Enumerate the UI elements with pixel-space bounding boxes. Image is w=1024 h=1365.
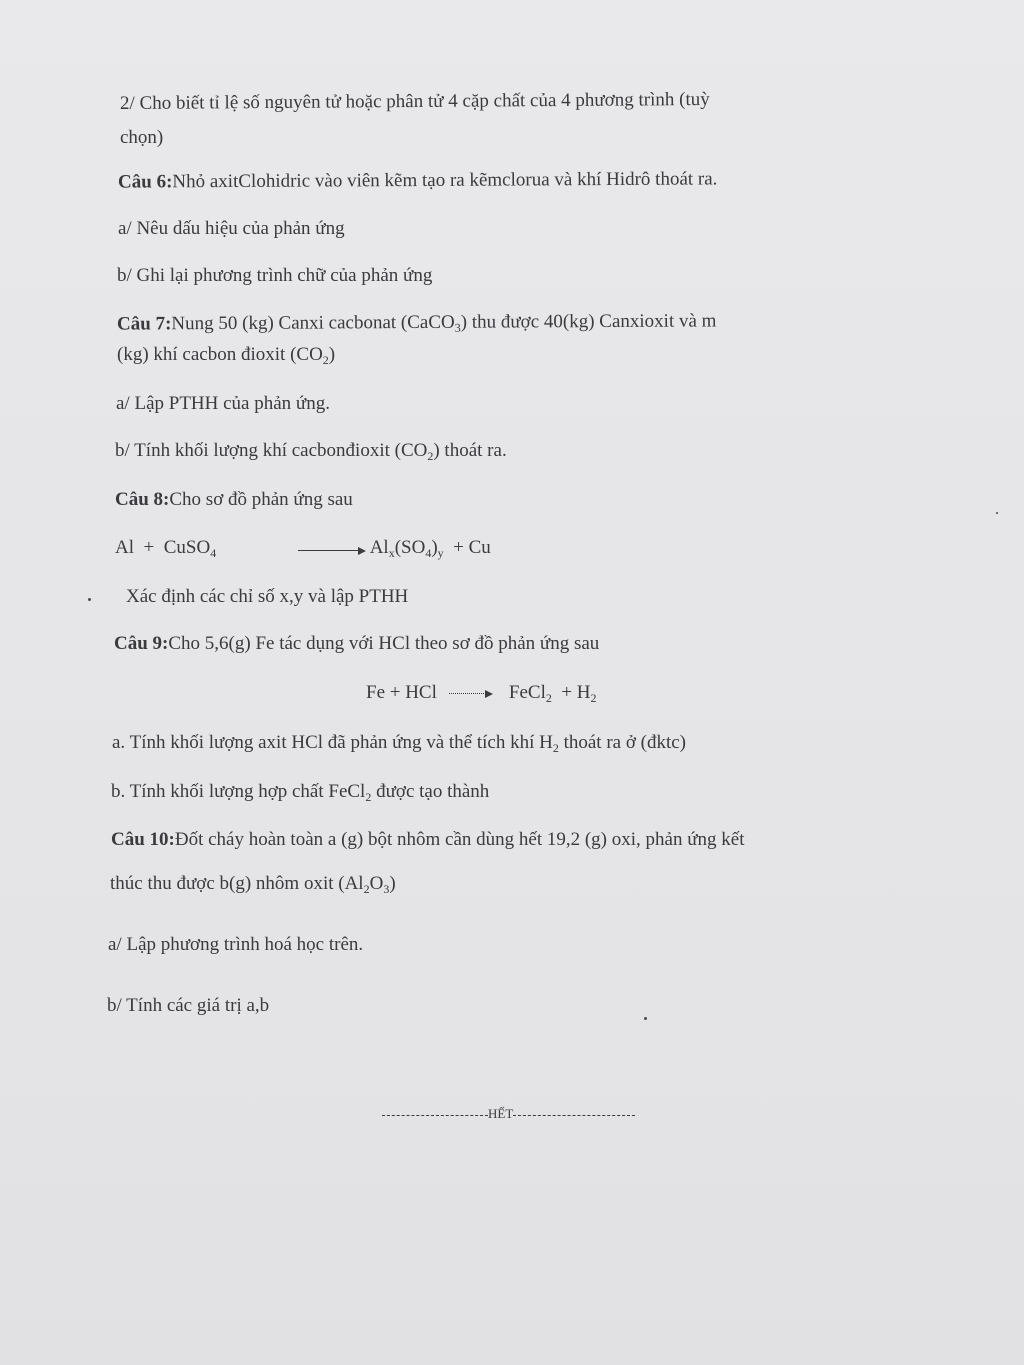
reaction-arrow-icon [298, 544, 366, 554]
q6-part-b: b/ Ghi lại phương trình chữ của phản ứng [117, 265, 433, 286]
q7-label: Câu 7: [116, 313, 172, 335]
q6-label: Câu 6: [117, 171, 173, 193]
divider-right [513, 1115, 635, 1116]
q7-question-line2: (kg) khí cacbon đioxit $(CO_2)$ [117, 344, 336, 367]
q8-label: Câu 8: [115, 489, 170, 510]
q10-part-b: b/ Tính các giá trị a,b [107, 995, 270, 1016]
end-of-exam-mark: HẾT [382, 1106, 635, 1122]
q6-question: Câu 6:Nhỏ axitClohidric vào viên kẽm tạo ra kẽmclorua và khí Hidrô thoát ra. [117, 168, 718, 193]
q6-part-a: a/ Nêu dấu hiệu của phản ứng [118, 218, 345, 239]
q5-part2-line2: chọn) [120, 127, 164, 148]
q8-equation-left: Al + CuSO [115, 537, 211, 558]
q9-equation: Fe + HCl FeCl$_2$ + $H_2$ [366, 682, 597, 705]
q8-equation: Al + CuSO$_4$ $Al_x(SO_4)_y + Cu$ [115, 537, 491, 560]
q10-question: Câu 10:Đốt cháy hoàn toàn a (g) bột nhôm cần dùng hết 19,2 (g) oxi, phản ứng kết [111, 829, 745, 850]
paper-speck [88, 598, 91, 601]
q7-question: Câu 7:Nung 50 (kg) Canxi cacbonat (CaCO$_3$) thu được 40(kg) Canxioxit và m [116, 310, 717, 335]
q7-part-a: a/ Lập PTHH của phản ứng. [116, 393, 330, 414]
q5-part2-line1: 2/ Cho biết tỉ lệ số nguyên tử hoặc phân tử 4 cặp chất của 4 phương trình (tuỳ [119, 88, 710, 115]
divider-left [382, 1115, 488, 1116]
q9-label: Câu 9: [114, 633, 169, 654]
q8-instruction: Xác định các chỉ số x,y và lập PTHH [126, 586, 409, 607]
q10-question-line2: thúc thu được b(g) nhôm oxit $(Al_2O_3)$ [110, 873, 396, 896]
dotted-reaction-arrow-icon [449, 689, 493, 699]
q10-part-a: a/ Lập phương trình hoá học trên. [108, 934, 364, 955]
q9-part-b: b. Tính khối lượng hợp chất FeCl$_2$ được tạo thành [111, 781, 490, 804]
q9-question: Câu 9:Cho 5,6(g) Fe tác dụng với HCl theo sơ đồ phản ứng sau [114, 633, 600, 654]
q10-label: Câu 10: [111, 829, 175, 850]
q9-part-a: a. Tính khối lượng axit HCl đã phản ứng và thể tích khí $H_2$ thoát ra ở (đktc) [112, 732, 687, 755]
paper-speck [644, 1017, 647, 1020]
paper-speck [996, 512, 998, 514]
q7-part-b: b/ Tính khối lượng khí cacbonđioxit $(CO_2)$ thoát ra. [115, 440, 507, 463]
q8-question: Câu 8:Cho sơ đồ phản ứng sau [115, 489, 353, 510]
